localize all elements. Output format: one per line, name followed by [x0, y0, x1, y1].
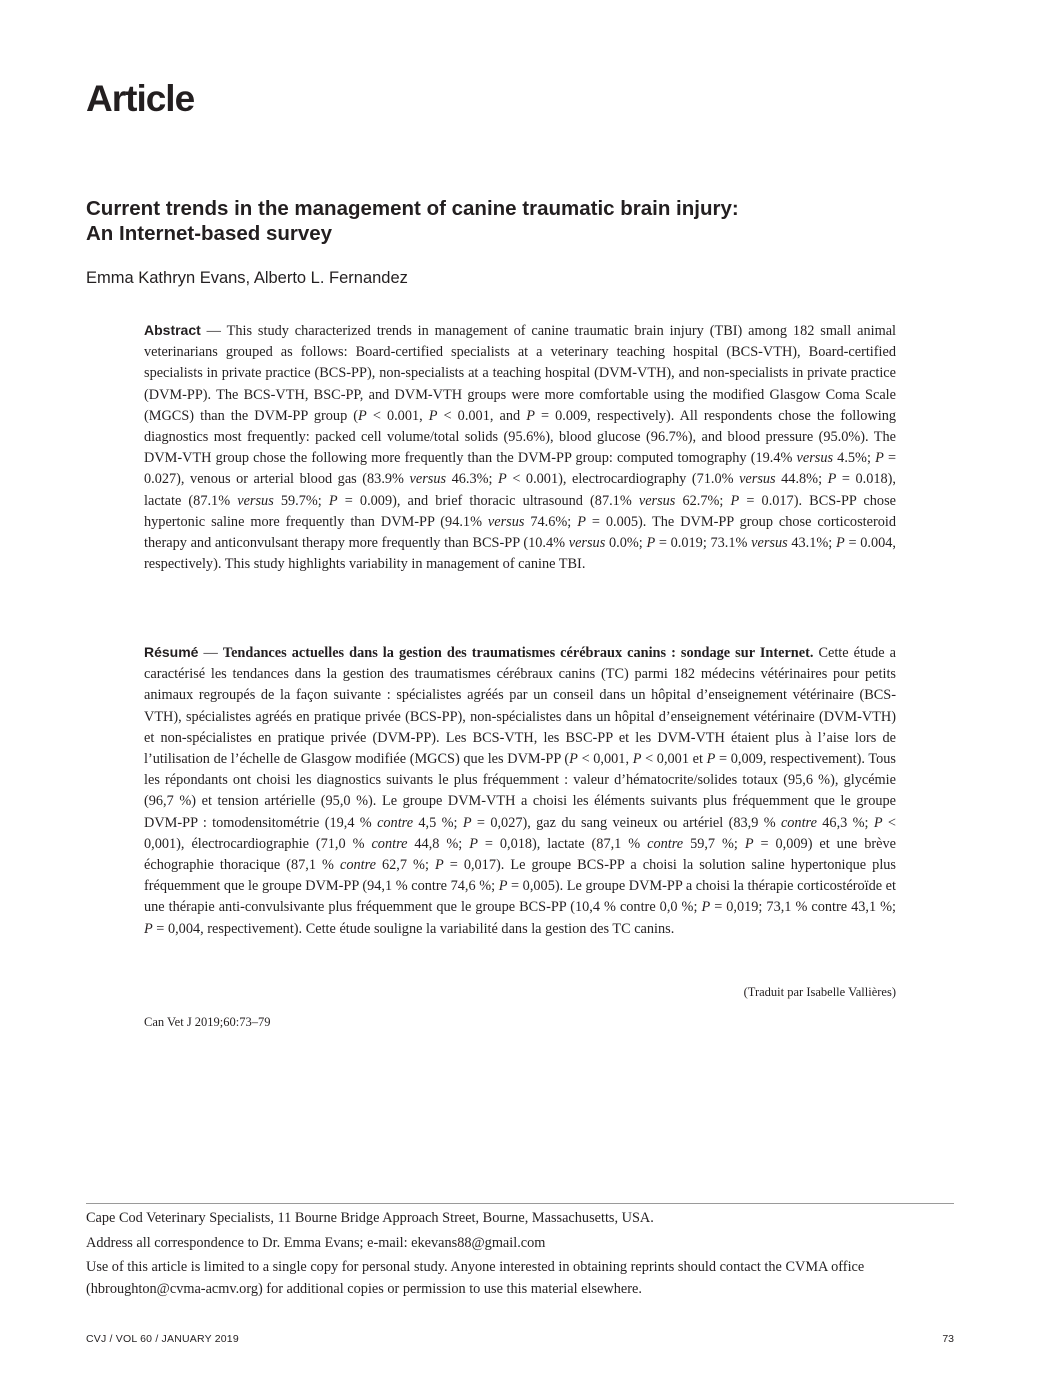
p-symbol: P [577, 513, 586, 530]
resume-paragraph [144, 642, 896, 940]
resume-text: = 0,005). Le groupe DVM-PP a choisi la thérapie corticostéroïde et une thérapie anti-convulsivante plus fréquemment que le groupe BCS-PP (10,4 % contre 0,0 %; [144, 878, 896, 916]
resume-text: 62,7 %; [375, 857, 435, 874]
abstract-text: = 0.027), venous or arterial blood gas (83.9% [144, 450, 897, 488]
p-symbol: P [428, 407, 438, 424]
contre-word: contre [377, 814, 414, 831]
abstract-text: = 0.009, respectively). All respondents chose the following diagnostics most frequently: packed cell volume/total solids (95.6%), blood glucose (96.7%), and blood pressure (95.0%). The DVM-VTH group chose the following more frequently than the DVM-PP group: computed tomography (19.4% [144, 407, 896, 467]
contre-word: contre [647, 835, 684, 852]
abstract-text: This study characterized trends in management of canine traumatic brain injury (TBI) among 182 small animal veterinarians grouped as follows: Board-certified specialists at a veterinary teaching hospital (BCS-VTH), Board-certified specialists in private practice (BCS-PP), non-specialists at a teaching hospital (DVM-VTH), and non-specialists in private practice (DVM-PP). The BCS-VTH, BSC-PP, and DVM-VTH groups were more comfortable using the modified Glasgow Coma Scale (MGCS) than the DVM-PP group ( [144, 323, 897, 424]
resume-text: = 0,019; 73,1 % contre 43,1 %; [710, 899, 897, 916]
p-symbol: P [469, 835, 478, 852]
p-symbol: P [328, 492, 338, 509]
p-symbol: P [873, 814, 883, 831]
versus-word: versus [487, 513, 525, 530]
p-symbol: P [144, 920, 153, 937]
abstract-text: 44.8%; [775, 471, 828, 488]
p-symbol: P [526, 407, 535, 424]
abstract-dash: — [200, 323, 227, 339]
versus-word: versus [638, 492, 676, 509]
p-symbol: P [498, 471, 507, 488]
contre-word: contre [339, 857, 376, 874]
abstract-label: Abstract [144, 322, 201, 338]
p-symbol: P [744, 835, 754, 852]
footnote-divider [86, 1203, 954, 1204]
versus-word: versus [409, 471, 447, 488]
versus-word: versus [796, 450, 834, 467]
resume-dash: — [198, 645, 223, 661]
resume-text: < 0,001 et [641, 751, 707, 768]
resume-text: 46,3 %; [816, 814, 874, 831]
resume-text: 44,8 %; [407, 835, 470, 852]
contre-word: contre [371, 835, 408, 852]
abstract-text: = 0.004, respectively). This study highlights variability in management of canine TBI. [144, 535, 896, 573]
abstract-text: 43.1%; [787, 535, 836, 552]
abstract-text: 59.7%; [273, 492, 329, 509]
abstract-text: = 0.019; 73.1% [655, 535, 752, 552]
section-label: Article [86, 78, 195, 119]
p-symbol: P [701, 899, 711, 916]
translator-credit: (Traduit par Isabelle Vallières) [743, 985, 896, 999]
abstract-text: < 0.001), electrocardiography (71.0% [506, 471, 740, 488]
resume-text: < 0,001, [577, 751, 633, 768]
p-symbol: P [836, 535, 845, 552]
p-symbol: P [827, 471, 837, 488]
affiliation-note: Cape Cod Veterinary Specialists, 11 Bourne Bridge Approach Street, Bourne, Massachusetts, USA. [86, 1210, 654, 1226]
versus-word: versus [751, 535, 788, 552]
abstract-text: 62.7%; [675, 492, 731, 509]
p-symbol: P [462, 814, 472, 831]
resume-text: Cette étude a caractérisé les tendances dans la gestion des traumatismes cérébraux canins (TC) parmi 182 médecins vétérinaires pour petits animaux regroupés de la façon suivante : spécialistes agréés par un conseil dans un hôpital d’enseignement vétérinaire (BCS-VTH), spécialistes agréés en pratique privée (BCS-PP), non-spécialistes dans un hôpital d’enseignement vétérinaire (DVM-VTH) et non-spécialistes en pratique privée (DVM-PP). Les BCS-VTH, les BSC-PP et les DVM-VTH étaient plus à l’aise lors de l’utilisation de l’échelle de Glasgow modifiée (MGCS) que les DVM-PP ( [144, 645, 896, 768]
p-symbol: P [875, 450, 884, 467]
resume-text: = 0,027), gaz du sang veineux ou artériel (83,9 % [471, 814, 781, 831]
abstract-text: = 0.009), and brief thoracic ultrasound (87.1% [337, 492, 639, 509]
reprints-note: Use of this article is limited to a single copy for personal study. Anyone interested in obtaining reprints should contact the CVMA office (hbroughton@cvma-acmv.org) for additional copies or permission to use this material elsewhere. [86, 1259, 865, 1297]
article-title-line-1: Current trends in the management of canine traumatic brain injury: [86, 197, 739, 220]
abstract-text: < 0.001, [366, 407, 429, 424]
abstract-paragraph [144, 320, 896, 575]
versus-word: versus [237, 492, 274, 509]
resume-title: Tendances actuelles dans la gestion des traumatismes cérébraux canins : sondage sur Internet. [222, 645, 814, 661]
versus-word: versus [568, 535, 606, 552]
resume-label: Résumé [144, 644, 199, 660]
article-title-line-2: An Internet-based survey [86, 222, 333, 245]
journal-issue: CVJ / VOL 60 / JANUARY 2019 [86, 1333, 239, 1345]
abstract-text: 4.5%; [833, 450, 876, 467]
resume-text: 59,7 %; [683, 835, 745, 852]
author-list: Emma Kathryn Evans, Alberto L. Fernandez [86, 269, 408, 287]
resume-text: = 0,017). Le groupe BCS-PP a choisi la solution saline hypertonique plus fréquemment que le groupe DVM-PP (94,1 % contre 74,6 %; [144, 857, 896, 895]
abstract-text: = 0.018), lactate (87.1% [144, 471, 896, 509]
footnotes [86, 1208, 956, 1303]
page-number: 73 [942, 1333, 954, 1345]
correspondence-note: Address all correspondence to Dr. Emma Evans; e-mail: ekevans88@gmail.com [86, 1234, 546, 1251]
resume-text: = 0,004, respectivement). Cette étude souligne la variabilité dans la gestion des TC canins. [152, 920, 675, 937]
p-symbol: P [358, 407, 367, 424]
resume-text: = 0,009) et une brève échographie thoracique (87,1 % [144, 835, 897, 874]
abstract-text: < 0.001, and [437, 407, 527, 424]
p-symbol: P [706, 751, 716, 768]
p-symbol: P [632, 751, 642, 768]
resume-text: = 0,018), lactate (87,1 % [477, 835, 648, 852]
contre-word: contre [780, 814, 817, 831]
abstract-text: = 0.017). BCS-PP chose hypertonic saline more frequently than DVM-PP (94.1% [144, 492, 896, 530]
resume-text: = 0,009, respectivement). Tous les répondants ont choisi les diagnostics suivants le plus fréquemment : valeur d’hématocrite/solides totaux (95,6 %), glycémie (96,7 %) et tension artérielle (95,0 %). Le groupe DVM-VTH a choisi les éléments suivants plus fréquemment que le groupe DVM-PP : tomodensitométrie (19,4 % [144, 751, 896, 831]
abstract-text: 74.6%; [524, 513, 578, 530]
abstract-text: 0.0%; [605, 535, 647, 552]
p-symbol: P [730, 492, 740, 509]
citation: Can Vet J 2019;60:73–79 [144, 1015, 271, 1029]
article-title [86, 196, 946, 246]
abstract-text: 46.3%; [446, 471, 499, 488]
abstract-text: = 0.005). The DVM-PP group chose corticosteroid therapy and anticonvulsant therapy more frequently than BCS-PP (10.4% [144, 513, 896, 552]
p-symbol: P [569, 751, 578, 768]
p-symbol: P [434, 857, 444, 874]
versus-word: versus [739, 471, 776, 488]
p-symbol: P [498, 878, 508, 895]
resume-text: < 0,001), électrocardiographie (71,0 % [144, 814, 896, 852]
p-symbol: P [646, 535, 656, 552]
resume-text: 4,5 %; [413, 814, 463, 831]
